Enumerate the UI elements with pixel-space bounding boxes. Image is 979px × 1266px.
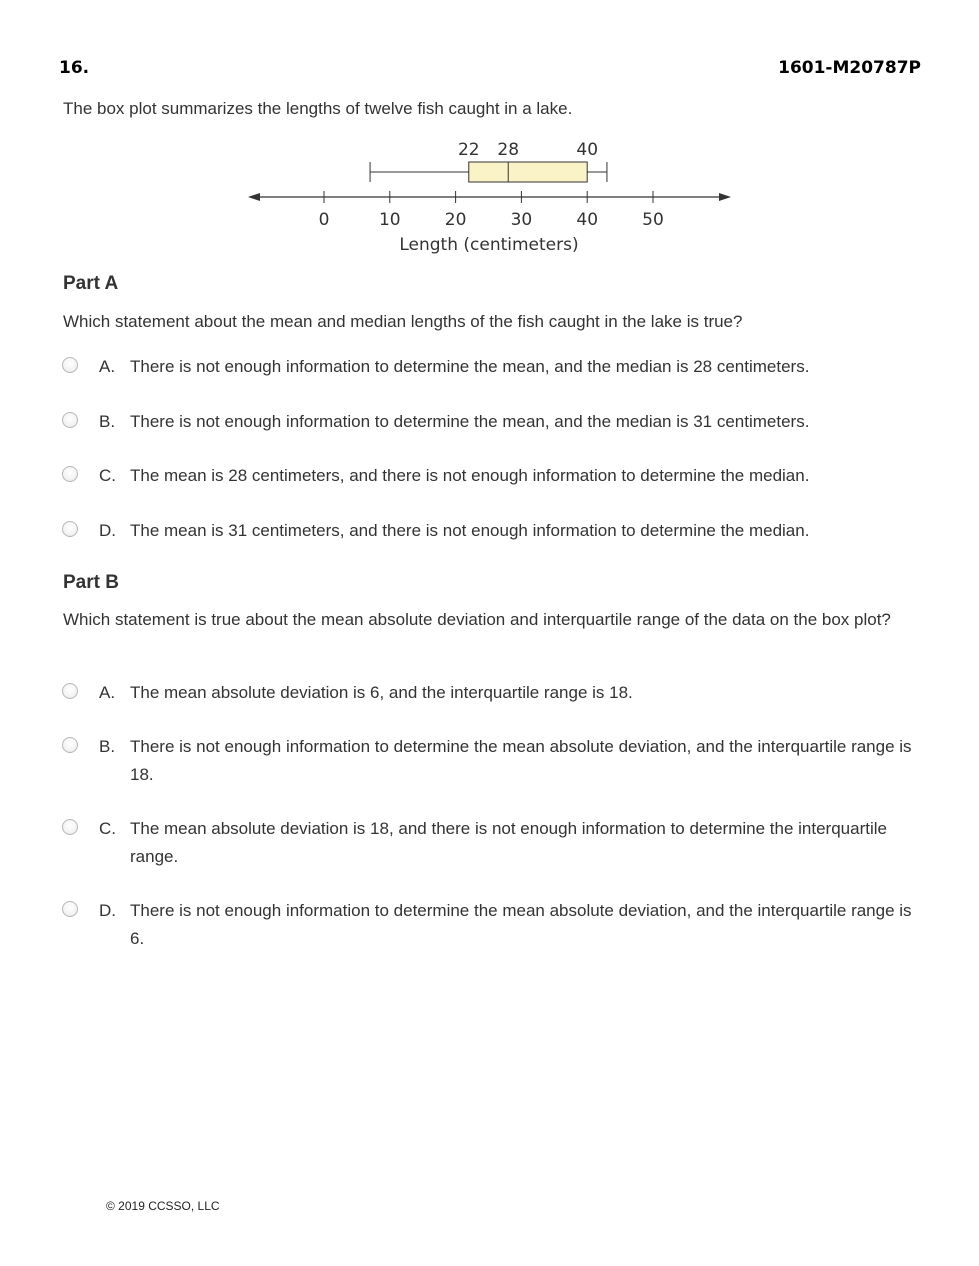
radio-button[interactable] (62, 521, 78, 537)
axis-arrow-right (719, 193, 731, 201)
value-label: 40 (576, 140, 599, 160)
radio-button[interactable] (62, 819, 78, 835)
question-number: 16. (59, 58, 90, 78)
part-b-heading: Part B (63, 572, 119, 593)
radio-button[interactable] (62, 901, 78, 917)
box-plot-chart (0, 130, 979, 260)
part-b-prompt: Which statement is true about the mean absolute deviation and interquartile range of the data on the box plot? (63, 610, 891, 629)
box-and-whiskers (370, 162, 607, 182)
copyright: © 2019 CCSSO, LLC (106, 1199, 220, 1213)
choice-text: There is not enough information to determine the mean, and the median is 31 centimeters. (130, 412, 810, 431)
choice-letter: D. (99, 901, 116, 920)
choice-text: There is not enough information to determine the mean absolute deviation, and the interquartile range is 6. (130, 901, 912, 948)
choice-letter: B. (99, 412, 116, 431)
choice-letter: A. (99, 357, 116, 376)
tick-label: 40 (576, 210, 599, 230)
tick-label: 0 (318, 210, 330, 230)
part-a-prompt: Which statement about the mean and median lengths of the fish caught in the lake is true? (63, 312, 743, 331)
tick-label: 10 (378, 210, 401, 230)
radio-button[interactable] (62, 357, 78, 373)
choice-letter: B. (99, 737, 116, 756)
value-label: 28 (497, 140, 520, 160)
iqr-box (469, 162, 587, 182)
radio-button[interactable] (62, 412, 78, 428)
x-axis-label: Length (centimeters) (399, 235, 579, 255)
radio-button[interactable] (62, 683, 78, 699)
choice-text: The mean absolute deviation is 18, and there is not enough information to determine the interquartile range. (130, 819, 887, 866)
choice-text: There is not enough information to determine the mean absolute deviation, and the interquartile range is 18. (130, 737, 912, 784)
radio-button[interactable] (62, 737, 78, 753)
axis-arrow-left (248, 193, 260, 201)
value-labels (458, 140, 598, 160)
choice-text: The mean is 31 centimeters, and there is not enough information to determine the median. (130, 521, 810, 540)
tick-label: 20 (444, 210, 467, 230)
radio-button[interactable] (62, 466, 78, 482)
tick-label: 30 (510, 210, 533, 230)
choice-letter: C. (99, 819, 116, 838)
item-id: 1601-M20787P (778, 58, 921, 78)
choice-text: There is not enough information to determine the mean, and the median is 28 centimeters. (130, 357, 810, 376)
choice-letter: A. (99, 683, 116, 702)
value-label: 22 (457, 140, 480, 160)
choice-letter: D. (99, 521, 116, 540)
choice-text: The mean is 28 centimeters, and there is not enough information to determine the median. (130, 466, 810, 485)
number-line (248, 193, 731, 201)
tick-label: 50 (642, 210, 664, 230)
choice-text: The mean absolute deviation is 6, and the interquartile range is 18. (130, 683, 633, 702)
intro-text: The box plot summarizes the lengths of twelve fish caught in a lake. (63, 99, 573, 118)
part-a-heading: Part A (63, 273, 119, 294)
choice-letter: C. (99, 466, 116, 485)
